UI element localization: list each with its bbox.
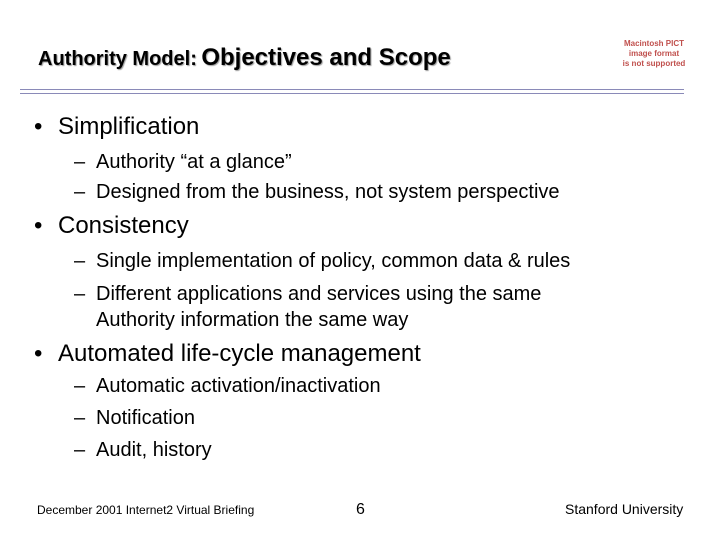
sub-item-text: Automatic activation/inactivation <box>96 375 381 397</box>
bullet-lifecycle <box>34 340 421 368</box>
dash: – <box>74 375 86 397</box>
bullet-simplification <box>34 113 199 141</box>
sub-item-text: Authority “at a glance” <box>96 151 292 173</box>
pict-placeholder-image <box>618 39 690 69</box>
sub-item <box>74 437 212 463</box>
title-rule-top <box>20 89 684 90</box>
pict-line-2: image format <box>628 49 680 58</box>
title-rule-bottom <box>20 93 684 94</box>
slide-title <box>38 44 451 72</box>
sub-item <box>74 149 292 175</box>
dash: – <box>74 283 86 305</box>
bullet-dot: • <box>34 340 43 367</box>
title-prefix: Authority Model: <box>38 48 197 70</box>
sub-item-text: Designed from the business, not system perspective <box>96 181 560 203</box>
sub-item <box>74 373 381 399</box>
dash: – <box>74 407 86 429</box>
sub-item-text: Single implementation of policy, common data & rules <box>96 250 571 272</box>
pict-line-3: is not supported <box>622 59 686 68</box>
sub-item-text: Notification <box>96 407 195 429</box>
bullet-dot: • <box>34 212 43 239</box>
dash: – <box>74 151 86 173</box>
bullet-consistency <box>34 212 189 240</box>
bullet-dot: • <box>34 113 43 140</box>
dash: – <box>74 250 86 272</box>
sub-item <box>74 248 570 274</box>
sub-item-text: Different applications and services using the same <box>96 283 542 305</box>
sub-item-continuation: Authority information the same way <box>96 309 409 331</box>
sub-item-text: Audit, history <box>96 439 212 461</box>
title-main: Objectives and Scope <box>201 44 451 71</box>
dash: – <box>74 181 86 203</box>
page-number: 6 <box>356 501 365 518</box>
pict-line-1: Macintosh PICT <box>623 39 684 48</box>
dash: – <box>74 439 86 461</box>
sub-item <box>74 405 195 431</box>
footer-organization: Stanford University <box>565 501 684 517</box>
bullet-heading: Simplification <box>58 113 200 140</box>
sub-item <box>74 281 541 333</box>
sub-item <box>74 179 560 205</box>
footer-event: December 2001 Internet2 Virtual Briefing <box>37 503 255 517</box>
bullet-heading: Automated life-cycle management <box>58 340 421 367</box>
bullet-heading: Consistency <box>58 212 189 239</box>
